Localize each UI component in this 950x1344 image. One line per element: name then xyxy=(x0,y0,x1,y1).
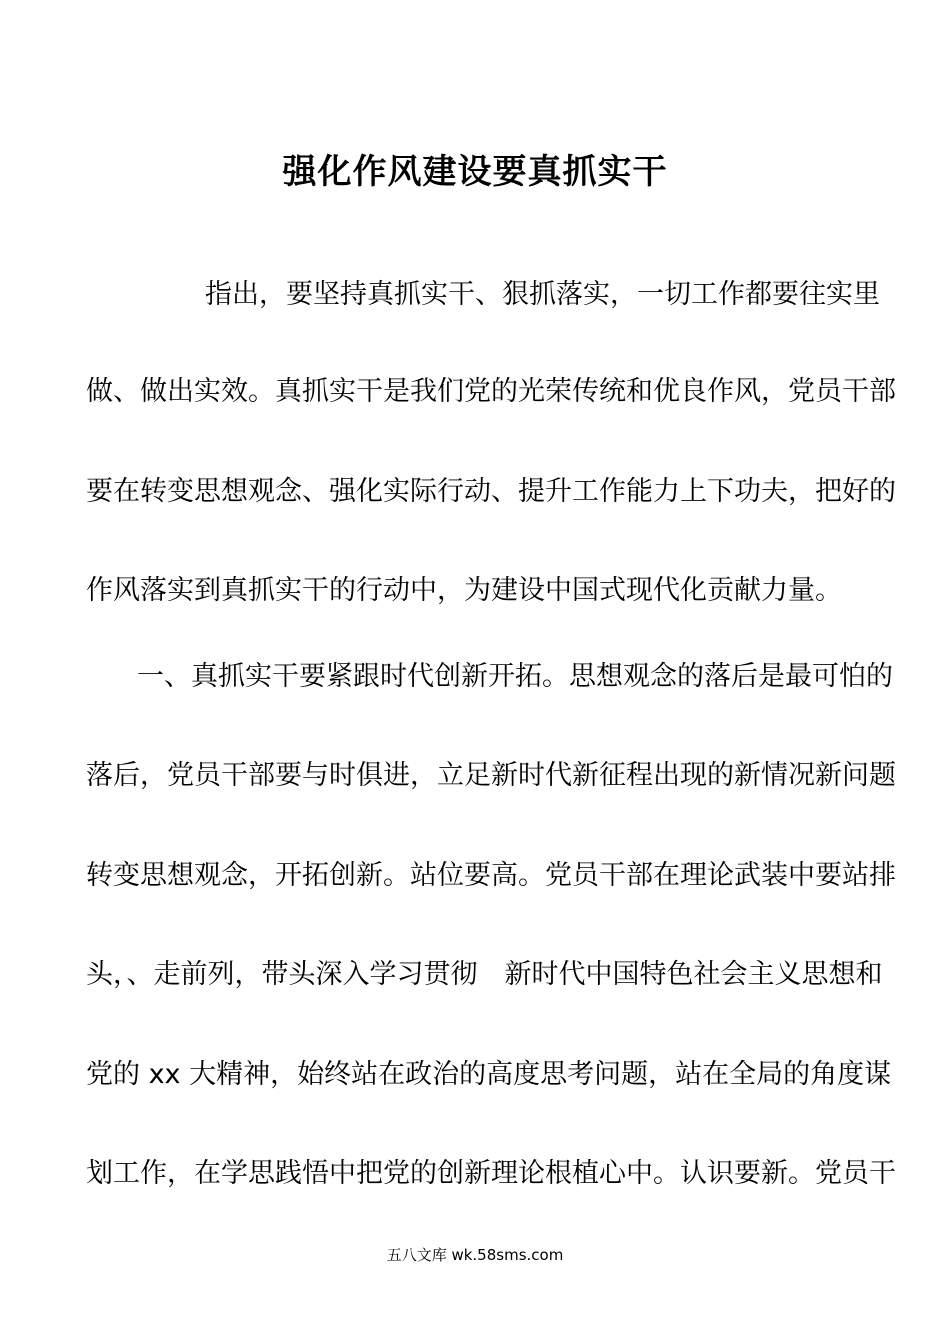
body-line-8: 头，、走前列，带头深入学习贯彻 新时代中国特色社会主义思想和 xyxy=(86,959,883,990)
body-line-2: 做、做出实效。真抓实干是我们党的光荣传统和优良作风，党员干部 xyxy=(86,376,896,407)
body-line-4: 作风落实到真抓实干的行动中，为建设中国式现代化贡献力量。 xyxy=(86,575,842,606)
body-line-3: 要在转变思想观念、强化实际行动、提升工作能力上下功夫，把好的 xyxy=(86,476,896,507)
body-line-7: 转变思想观念，开拓创新。站位要高。党员干部在理论武装中要站排 xyxy=(86,860,896,891)
body-line-6: 落后，党员干部要与时俱进，立足新时代新征程出现的新情况新问题 xyxy=(86,760,896,791)
body-line-9: 党的 xx 大精神，始终站在政治的高度思考问题，站在全局的角度谋 xyxy=(86,1059,892,1090)
footer-watermark: 五八文库 wk.58sms.com xyxy=(386,1246,564,1264)
body-line-10: 划工作，在学思践悟中把党的创新理论根植心中。认识要新。党员干 xyxy=(86,1158,896,1189)
body-line-1: 指出，要坚持真抓实干、狠抓落实，一切工作都要往实里 xyxy=(205,279,880,310)
document-title: 强化作风建设要真抓实干 xyxy=(282,152,668,192)
body-line-5: 一、真抓实干要紧跟时代创新开拓。思想观念的落后是最可怕的 xyxy=(137,661,893,692)
